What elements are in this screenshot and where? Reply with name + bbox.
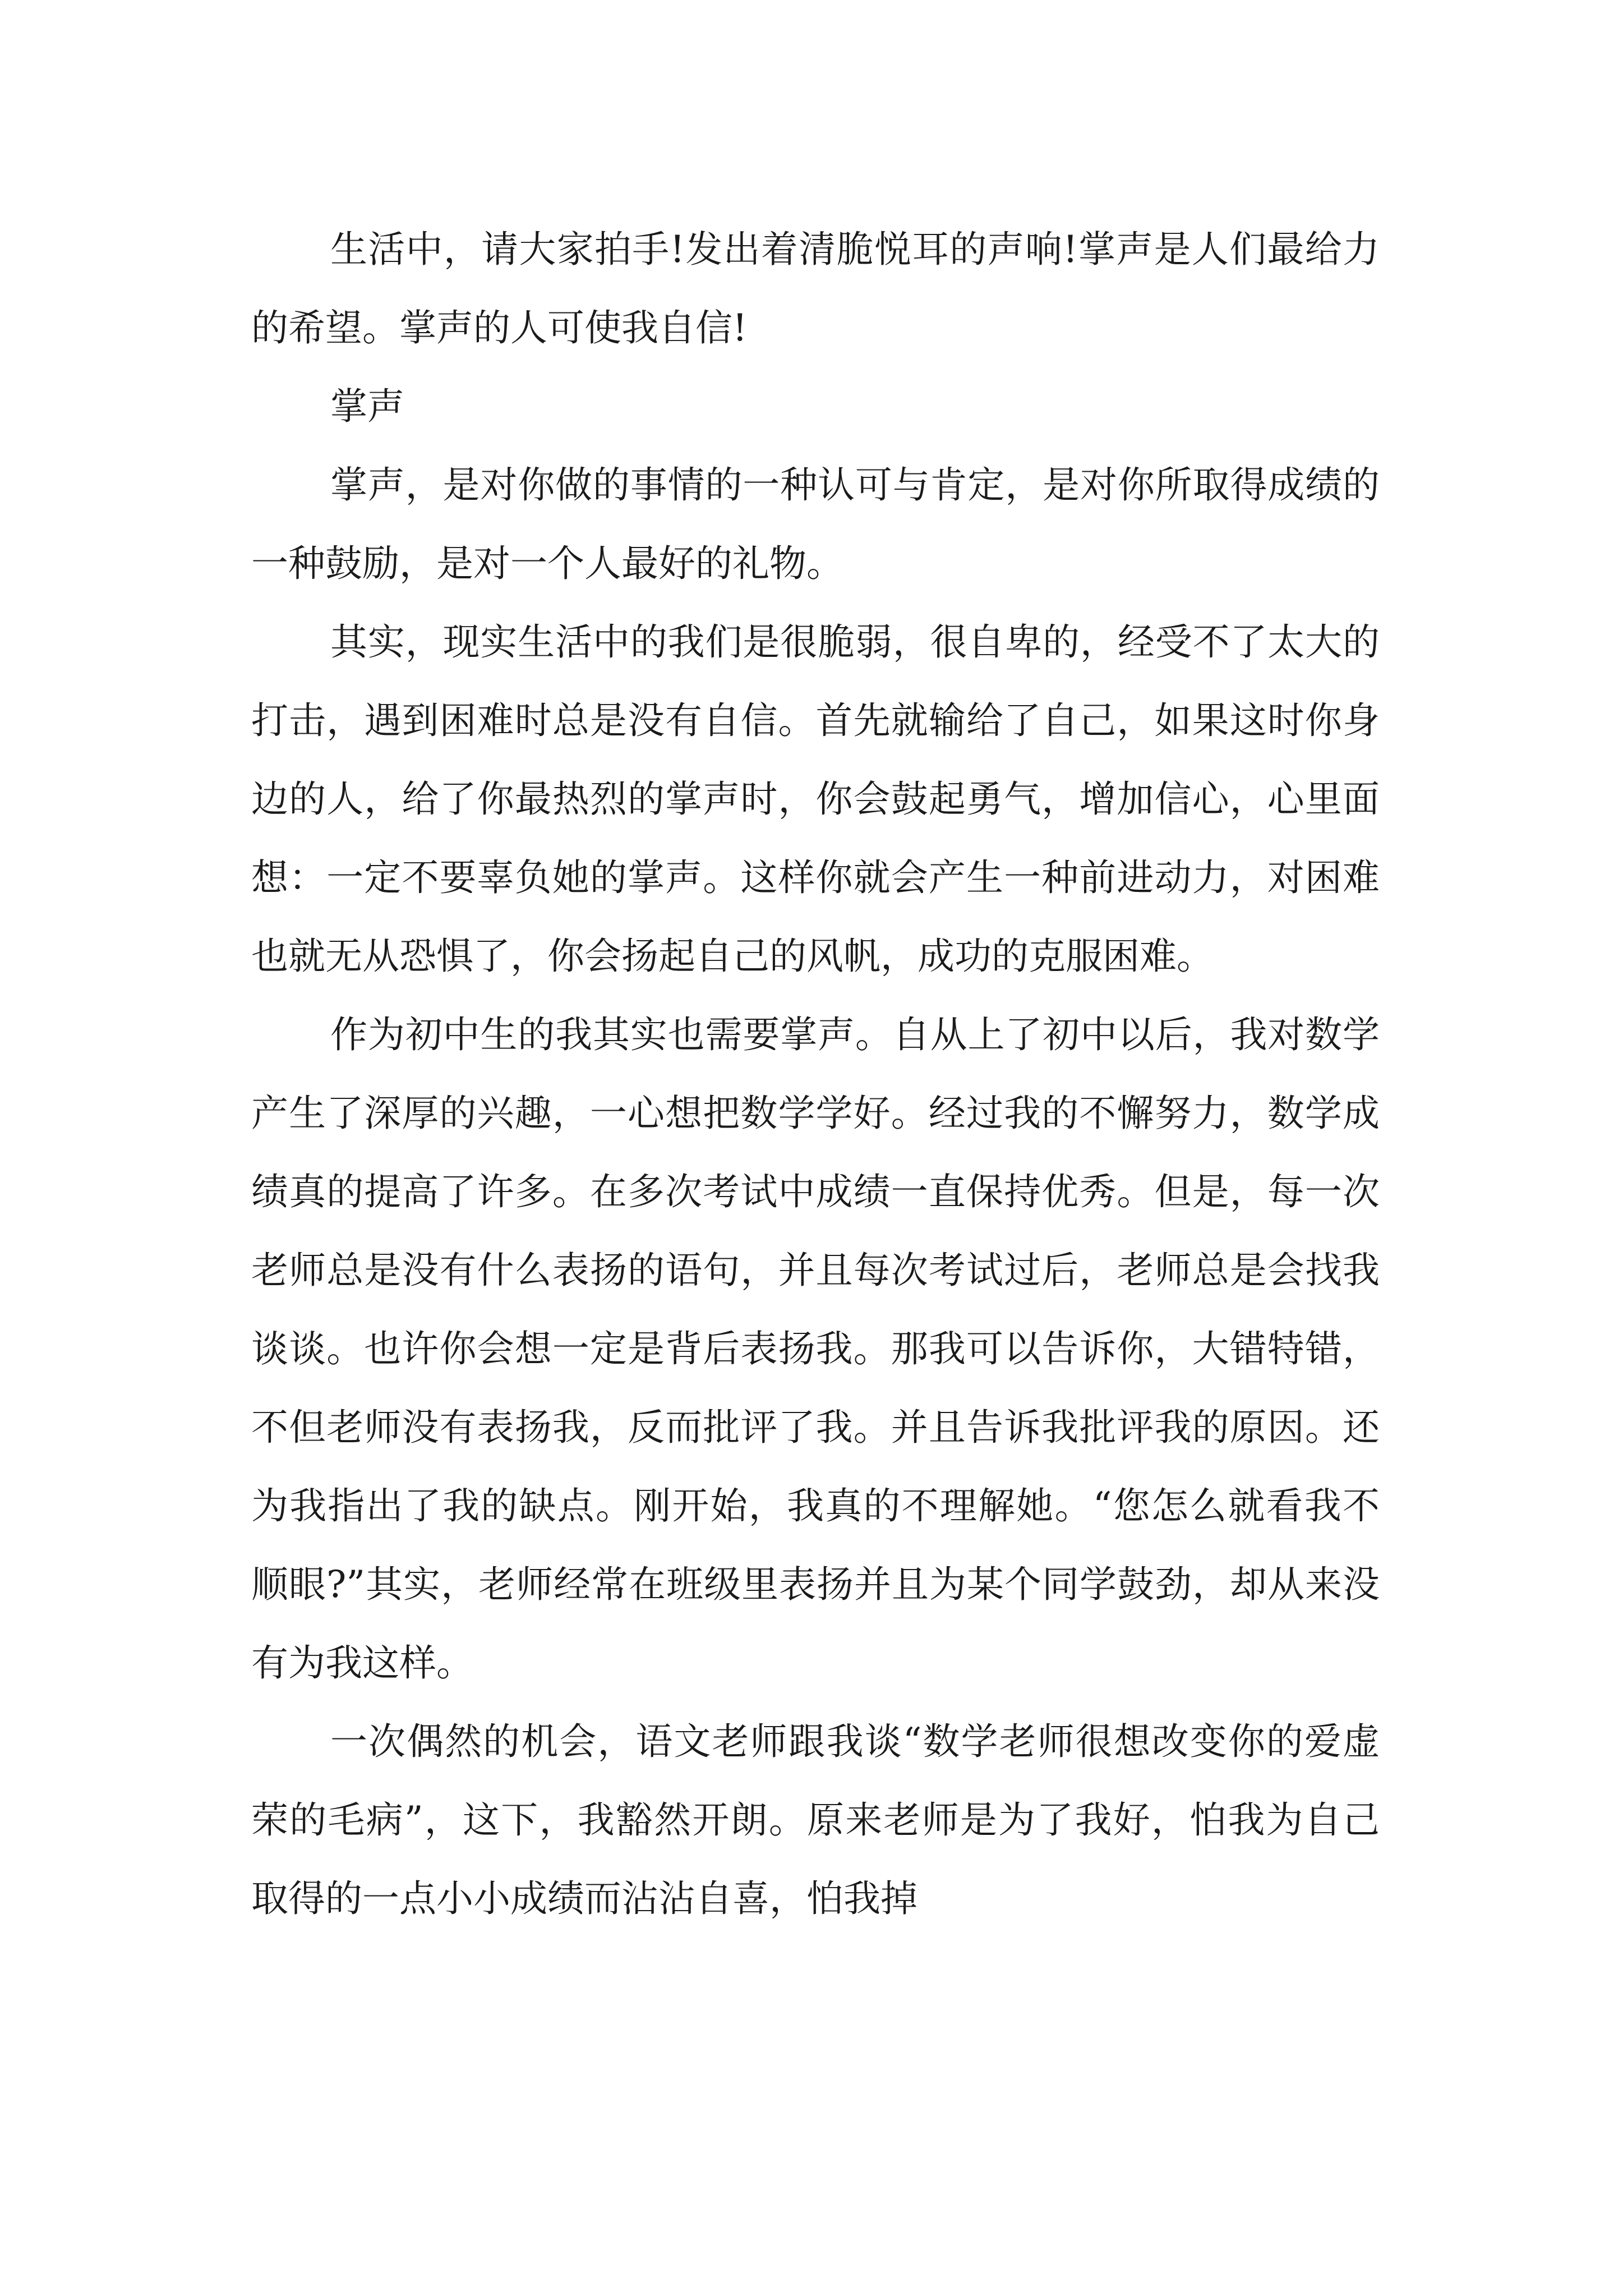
paragraph-5: 一次偶然的机会，语文老师跟我谈“数学老师很想改变你的爱虚荣的毛病”，这下，我豁然开朗。原来老师是为了我好，怕我为自己取得的一点小小成绩而沾沾自喜，怕我掉 xyxy=(251,1720,1380,1920)
paragraph-2: 掌声，是对你做的事情的一种认可与肯定，是对你所取得成绩的一种鼓励，是对一个人最好的礼物。 xyxy=(251,463,1380,585)
section-heading: 掌声 xyxy=(330,385,404,428)
paragraph-4: 作为初中生的我其实也需要掌声。自从上了初中以后，我对数学产生了深厚的兴趣，一心想把数学学好。经过我的不懈努力，数学成绩真的提高了许多。在多次考试中成绩一直保持优秀。但是，每一次老师总是没有什么表扬的语句，并且每次考试过后，老师总是会找我谈谈。也许你会想一定是背后表扬我。那我可以告诉你，大错特错，不但老师没有表扬我，反而批评了我。并且告诉我批评我的原因。还为我指出了我的缺点。刚开始，我真的不理解她。“您怎么就看我不顺眼?”其实，老师经常在班级里表扬并且为某个同学鼓劲，却从来没有为我这样。 xyxy=(251,1013,1380,1685)
paragraph-1: 生活中，请大家拍手!发出着清脆悦耳的声响!掌声是人们最给力的希望。掌声的人可使我自信! xyxy=(251,228,1380,349)
paragraph-3: 其实，现实生活中的我们是很脆弱，很自卑的，经受不了太大的打击，遇到困难时总是没有自信。首先就输给了自己，如果这时你身边的人，给了你最热烈的掌声时，你会鼓起勇气，增加信心，心里面想：一定不要辜负她的掌声。这样你就会产生一种前进动力，对困难也就无从恐惧了，你会扬起自己的风帆，成功的克服困难。 xyxy=(251,620,1380,978)
body-text xyxy=(251,210,1380,1938)
